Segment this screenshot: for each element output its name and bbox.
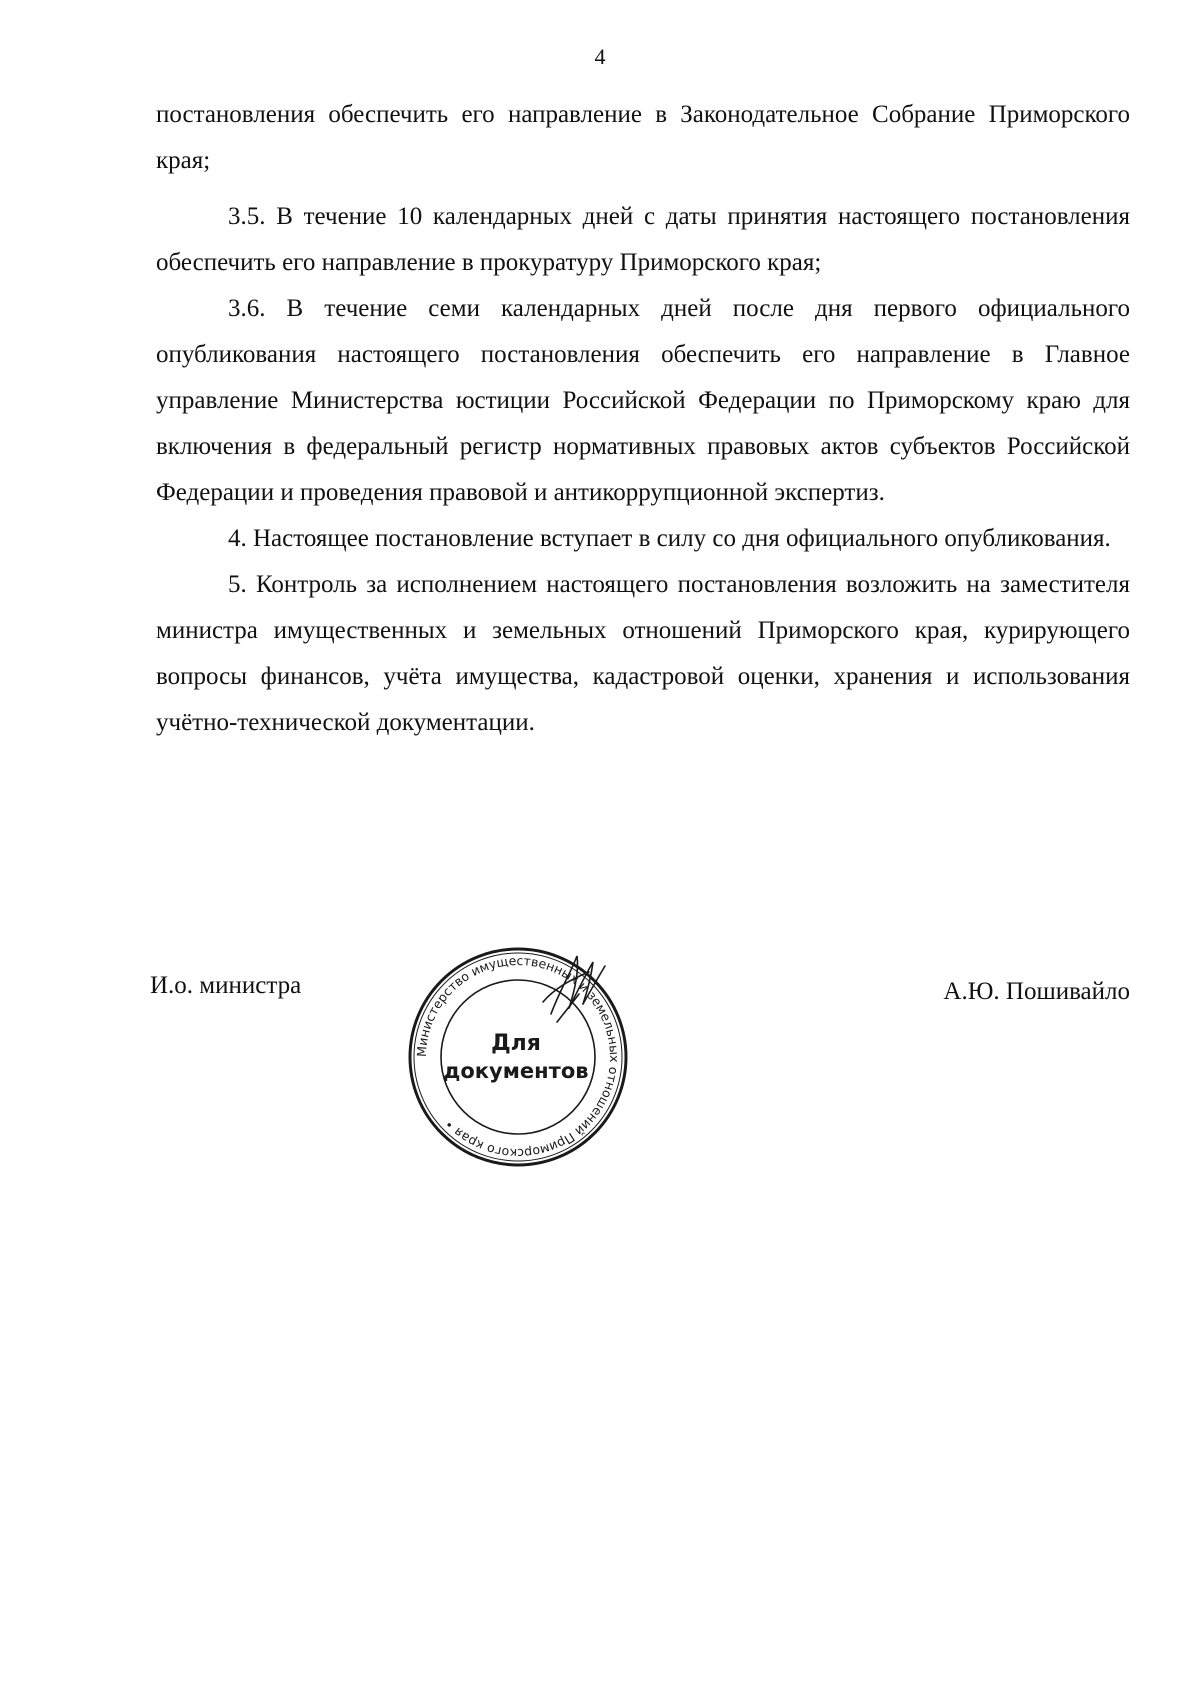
stamp-center-line-1: Для [491, 1031, 541, 1056]
paragraph-4: 4. Настоящее постановление вступает в силу со дня официального опубликования. [228, 525, 1111, 552]
signatory-position: И.о. министра [150, 972, 302, 999]
stamp-center-line-2: документов [443, 1059, 589, 1083]
paragraph-continuation: постановления обеспечить его направление в Законодательное Собрание Приморского края; [156, 101, 1130, 174]
signature-block [150, 952, 1130, 1170]
paragraph-5: 5. Контроль за исполнением настоящего постановления возложить на заместителя министра имущественных и земельных отношений Приморского края, курирующего вопросы финансов, учёта имущества, кадастровой оценки, хранения и использования учётно-технической документации. [156, 571, 1130, 736]
page-number: 4 [594, 44, 606, 69]
svg-text:Министерство имущественных и з [414, 953, 622, 1161]
signatory-name: А.Ю. Пошивайло [943, 978, 1130, 1005]
paragraph-3-5: 3.5. В течение 10 календарных дней с даты принятия настоящего постановления обеспечить его направление в прокуратуру Приморского края; [156, 203, 1130, 276]
stamp-ring-text: Министерство имущественных и земельных отношений Приморского края • [413, 952, 623, 1162]
document-body [156, 92, 1130, 746]
paragraph-3-6: 3.6. В течение семи календарных дней после дня первого официального опубликования настоящего постановления обеспечить его направление в Главное управление Министерства юстиции Российской Федерации по Приморскому краю для включения в федеральный регистр нормативных правовых актов субъектов Российской Федерации и проведения правовой и антикоррупционной экспертиз. [156, 295, 1130, 506]
official-stamp [393, 942, 643, 1172]
